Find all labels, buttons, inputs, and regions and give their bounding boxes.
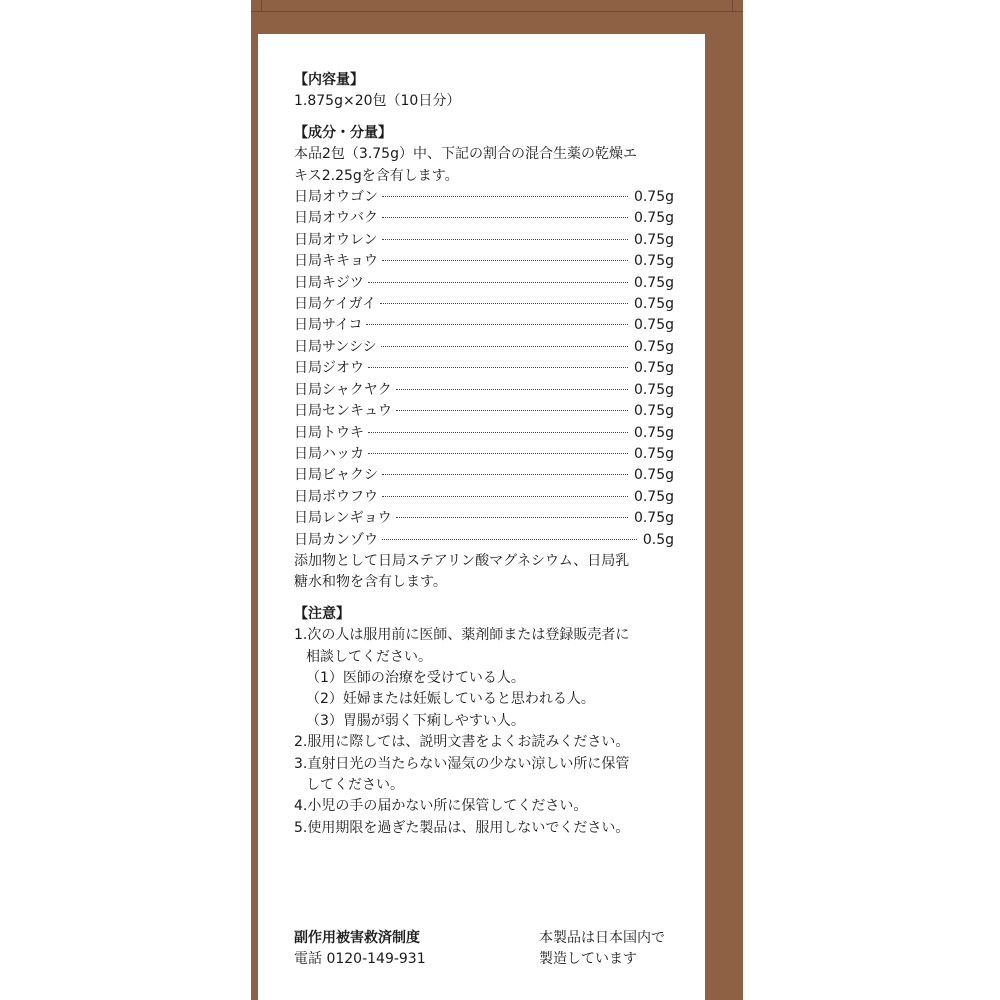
made-in-line: 本製品は日本国内で <box>539 930 665 946</box>
ingredient-row <box>294 230 674 251</box>
cautions-heading: 【注意】 <box>294 605 350 622</box>
ingredient-name: 日局サンシシ <box>294 338 377 355</box>
ingredient-amount: 0.75g <box>633 510 674 527</box>
ingredient-row <box>294 530 674 551</box>
dot-leader <box>382 217 628 218</box>
dot-leader <box>382 260 628 261</box>
ingredient-name: 日局トウキ <box>294 424 364 441</box>
ingredient-row <box>294 380 674 401</box>
caution-line: してください。 <box>306 777 404 793</box>
ingredient-amount: 0.75g <box>633 467 674 484</box>
ingredient-row <box>294 508 674 529</box>
ingredient-name: 日局サイコ <box>294 317 363 334</box>
made-in-line: 製造しています <box>539 951 637 967</box>
ingredient-row <box>294 358 674 379</box>
dot-leader <box>396 389 628 390</box>
ingredient-row <box>294 337 674 358</box>
ingredient-amount: 0.75g <box>633 253 674 270</box>
ingredient-name: 日局ボウフウ <box>294 488 378 505</box>
dot-leader <box>396 517 628 518</box>
ingredient-amount: 0.5g <box>642 531 674 548</box>
ingredient-name: 日局オウゴン <box>294 189 378 206</box>
ingredient-name: 日局ハッカ <box>294 445 364 462</box>
made-in-japan <box>539 928 665 970</box>
caution-line: 3.直射日光の当たらない湿気の少ない涼しい所に保管 <box>294 755 630 772</box>
ingredient-name: 日局シャクヤク <box>294 381 392 398</box>
dot-leader <box>382 496 628 497</box>
ingredient-row <box>294 423 674 444</box>
ingredient-amount: 0.75g <box>633 381 674 398</box>
ingredient-amount: 0.75g <box>633 210 674 227</box>
ingredient-amount: 0.75g <box>633 488 674 505</box>
dot-leader <box>396 410 628 411</box>
ingredient-row <box>294 487 674 508</box>
ingredient-row <box>294 273 674 294</box>
relief-system <box>294 928 426 970</box>
ingredient-name: 日局レンギョウ <box>294 510 392 527</box>
caution-line: （1）医師の治療を受けている人。 <box>306 669 525 686</box>
ingredients-intro-line: キス2.25gを含有します。 <box>294 167 459 184</box>
dot-leader <box>380 303 628 304</box>
ingredient-amount: 0.75g <box>633 274 674 291</box>
ingredient-row <box>294 444 674 465</box>
caution-list <box>294 625 674 839</box>
relief-title: 副作用被害救済制度 <box>294 930 420 946</box>
ingredient-name: 日局ビャクシ <box>294 467 378 484</box>
ingredients-intro-line: 本品2包（3.75g）中、下記の割合の混合生薬の乾燥エ <box>294 146 637 163</box>
ingredient-row <box>294 208 674 229</box>
ingredient-name: 日局ジオウ <box>294 360 364 377</box>
caution-line: （2）妊婦または妊娠していると思われる人。 <box>306 691 595 708</box>
dot-leader <box>382 539 637 540</box>
caution-line: 5.使用期限を過ぎた製品は、服用しないでください。 <box>294 819 630 836</box>
ingredient-row <box>294 251 674 272</box>
caution-line: 2.服用に際しては、説明文書をよくお読みください。 <box>294 734 630 751</box>
ingredient-list <box>294 187 674 551</box>
ingredient-name: 日局オウバク <box>294 210 378 227</box>
ingredient-amount: 0.75g <box>633 296 674 313</box>
ingredients-heading: 【成分・分量】 <box>294 124 392 141</box>
ingredient-name: 日局オウレン <box>294 231 378 248</box>
dot-leader <box>366 324 627 325</box>
relief-phone: 電話 0120-149-931 <box>294 951 426 967</box>
ingredient-name: 日局キキョウ <box>294 253 378 270</box>
additives-line: 添加物として日局ステアリン酸マグネシウム、日局乳 <box>294 552 630 569</box>
caution-line: （3）胃腸が弱く下痢しやすい人。 <box>306 712 525 729</box>
ingredient-amount: 0.75g <box>633 338 674 355</box>
dot-leader <box>368 453 628 454</box>
ingredient-amount: 0.75g <box>633 317 674 334</box>
dot-leader <box>368 367 628 368</box>
additives-line: 糖水和物を含有します。 <box>294 574 447 591</box>
ingredient-row <box>294 465 674 486</box>
dot-leader <box>382 474 628 475</box>
ingredient-amount: 0.75g <box>633 231 674 248</box>
ingredient-name: 日局センキュウ <box>294 403 392 420</box>
ingredient-row <box>294 187 674 208</box>
caution-line: 相談してください。 <box>306 648 432 665</box>
ingredient-row <box>294 401 674 422</box>
ingredient-name: 日局ケイガイ <box>294 296 377 313</box>
ingredient-amount: 0.75g <box>633 424 674 441</box>
caution-line: 4.小児の手の届かない所に保管してください。 <box>294 798 588 815</box>
ingredient-row <box>294 294 674 315</box>
ingredient-amount: 0.75g <box>633 360 674 377</box>
dot-leader <box>381 346 628 347</box>
content-value: 1.875g×20包（10日分） <box>294 93 461 110</box>
ingredient-amount: 0.75g <box>633 445 674 462</box>
ingredient-row <box>294 315 674 336</box>
ingredient-amount: 0.75g <box>633 403 674 420</box>
dot-leader <box>382 196 628 197</box>
ingredient-name: 日局キジツ <box>294 274 364 291</box>
dot-leader <box>382 239 628 240</box>
content-heading: 【内容量】 <box>294 72 364 88</box>
dot-leader <box>368 432 628 433</box>
caution-line: 1.次の人は服用前に医師、薬剤師または登録販売者に <box>294 627 630 644</box>
dot-leader <box>368 282 628 283</box>
ingredient-amount: 0.75g <box>633 189 674 206</box>
label-content <box>294 70 674 839</box>
package-flap <box>251 0 743 12</box>
ingredient-name: 日局カンゾウ <box>294 531 378 548</box>
